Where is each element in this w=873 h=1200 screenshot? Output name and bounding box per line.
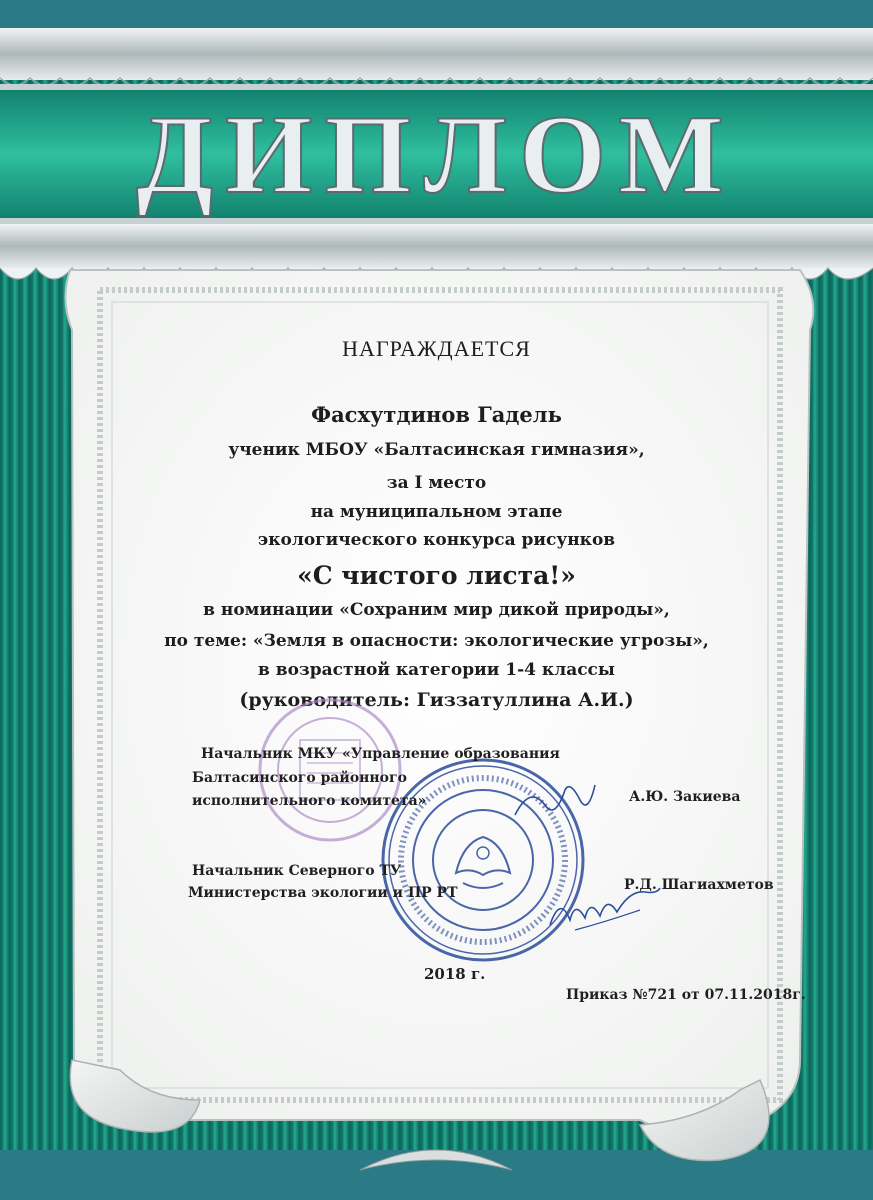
detail-line: в возрастной категории 1-4 классы	[258, 660, 615, 680]
order-number: Приказ №721 от 07.11.2018г.	[566, 987, 806, 1003]
signatory1-position: Начальник МКУ «Управление образования	[201, 746, 560, 762]
signatory2-position: Министерства экологии и ПР РТ	[188, 885, 458, 901]
title-banner	[0, 84, 873, 224]
detail-line: (руководитель: Гиззатуллина А.И.)	[239, 689, 634, 711]
diploma-title: ДИПЛОМ	[136, 93, 736, 217]
recipient-name: Фасхутдинов Гадель	[311, 402, 562, 427]
detail-line: в номинации «Сохраним мир дикой природы»,	[203, 600, 670, 620]
text-line: ученик МБОУ «Балтасинская гимназия»,	[228, 440, 645, 460]
signatory2-name: Р.Д. Шагиахметов	[624, 877, 774, 893]
text-line: экологического конкурса рисунков	[257, 530, 616, 550]
signatory1-position: Балтасинского районного	[192, 770, 407, 786]
text-line: за I место	[386, 473, 487, 493]
signatory1-name: А.Ю. Закиева	[629, 789, 741, 805]
year: 2018 г.	[424, 965, 486, 983]
signatory2-position: Начальник Северного ТУ	[192, 863, 402, 879]
signatory1-position: исполнительного комитета»	[192, 793, 427, 809]
signature-2	[545, 880, 665, 935]
awarded-heading: НАГРАЖДАЕТСЯ	[342, 336, 531, 361]
detail-line: по теме: «Земля в опасности: экологические угрозы»,	[164, 631, 709, 651]
contest-name: «С чистого листа!»	[297, 561, 576, 590]
signature-1	[510, 775, 600, 825]
text-line: на муниципальном этапе	[310, 502, 563, 522]
